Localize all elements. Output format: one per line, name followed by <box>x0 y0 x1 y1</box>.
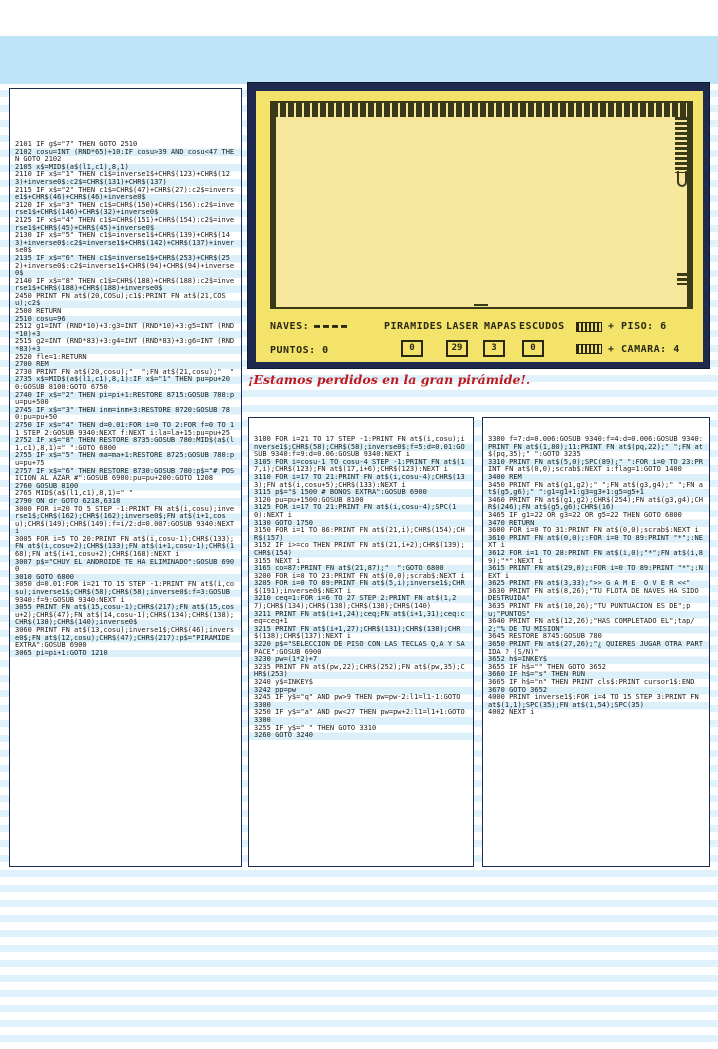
code-line: 3211 PRINT FN at$(i+1,24);ceq;FN at$(i+1,31);ceq:ceq=ceq+1 <box>254 609 465 626</box>
code-line: 3125 FOR i=17 TO 21:PRINT FN at$(i,cosu-4);SPC(10):NEXT i <box>254 503 457 519</box>
right-wall <box>687 103 691 307</box>
right-ledge <box>677 273 687 285</box>
code-line: 3255 IF y$=" " THEN GOTO 3310 <box>254 723 377 732</box>
code-line: 3665 IF h$="n" THEN PRINT cls$:PRINT cursor1$:END <box>488 678 695 686</box>
code-line: 3120 pu=pu+1500:GOSUB 8100 <box>254 495 364 504</box>
code-line: 2510 cosu=96 <box>15 314 66 323</box>
code-line: 3150 FOR i=1 TO 86:PRINT FN at$(21,i);CHR$(154);CHR$(157) <box>254 526 465 542</box>
code-line: 3235 PRINT FN at$(pw,22);CHR$(252);FN at$(pw,35);CHR$(253) <box>254 662 465 679</box>
code-line: 3400 REM <box>488 472 522 481</box>
code-line: 3245 IF y$="q" AND pw>9 THEN pw=pw-2:l1=l1-1:GOTO 3300 <box>254 693 465 709</box>
laser-label: LASER <box>446 321 479 332</box>
code-line: 3210 ceq=1:FOR i=6 TO 27 STEP 2:PRINT FN at$(1,27);CHR$(134);CHR$(138);CHR$(138);CHR$(140) <box>254 594 457 611</box>
code-line: 2115 IF x$="2" THEN c1$=CHR$(47)+CHR$(27):c2$=inverse1$+CHR$(46)+CHR$(46)+inverse0$ <box>15 185 235 202</box>
code-line: 2755 IF x$="5" THEN ma=ma+1:RESTORE 8725:GOSUB 780:pu=pu+75 <box>15 451 235 467</box>
code-line: 3215 PRINT FN at$(i+1,27);CHR$(131);CHR$(138);CHR$(138);CHR$(137):NEXT i <box>254 624 461 641</box>
code-line: 2740 IF x$="2" THEN pi=pi+1:RESTORE 8715:GOSUB 780:pu=pu+500 <box>15 390 235 407</box>
camara-indicator-icon <box>576 344 602 354</box>
code-line: 3465 IF g1=22 OR g3=22 OR g5=22 THEN GOTO 6800 <box>488 510 682 519</box>
code-line: 2757 IF x$="6" THEN RESTORE 8730:GOSUB 780:p$="# POSICION AL AZAR #":GOSUB 6900:pu=pu+200:GOTO 1208 <box>15 466 235 483</box>
code-line: 2745 IF x$="3" THEN inm=inm+3:RESTORE 8720:GOSUB 780:pu=pu+50 <box>15 405 230 422</box>
code-line: 2730 PRINT FN at$(20,cosu);" ";FN at$(21,cosu);" " <box>15 367 235 376</box>
naves-icons: ▬▬▬▬ <box>314 321 351 332</box>
code-line: 3110 FOR i=17 TO 21:PRINT FN at$(i,cosu-4);CHR$(133);FN at$(i,cosu+5);CHR$(133):NEXT i <box>254 472 465 489</box>
code-line: 2105 x$=MID$(a$(l1,c1),8,1) <box>15 162 129 171</box>
code-line: 2110 IF x$="1" THEN c1$=inverse1$+CHR$(123)+CHR$(123)+inverse0$:c2$=CHR$(131)+CHR$(137) <box>15 170 230 186</box>
piso-label: + PISO: 6 <box>608 321 667 332</box>
code-line: 3612 FOR i=1 TO 28:PRINT FN at$(i,0);"*";FN at$(i,89);"*":NEXT i <box>488 548 703 565</box>
escudos-value-box: 0 <box>522 340 544 357</box>
code-line: 3060 PRINT FN at$(13,cosu);inverse1$;CHR$(46);inverse0$;FN at$(12,cosu);CHR$(47);CHR$(217):p$="PIRAMIDE EXTRA":GOSUB 6900 <box>15 626 235 650</box>
code-listing-middle <box>249 436 473 740</box>
code-line: 2125 IF x$="4" THEN c1$=CHR$(151)+CHR$(154):c2$=inverse1$+CHR$(45)+CHR$(45)+inverse0$ <box>15 215 235 232</box>
code-line: 3165 co=87:PRINT FN at$(21,87);" ":GOTO 6800 <box>254 564 444 573</box>
panel-top-blank <box>483 418 709 436</box>
code-line: 4000 PRINT inverse1$:FOR i=4 TO 15 STEP 3:PRINT FN at$(1,1);SPC(35);FN at$(1,54);SPC(35) <box>488 693 703 709</box>
code-line: 2515 g2=INT (RND*83)+3:g4=INT (RND*83)+3:g6=INT (RND*83)+3 <box>15 337 235 354</box>
code-line: 3310 PRINT FN at$(5,0);SPC(89);" ":FOR i=0 TO 23:PRINT FN at$(0,0);scrab$:NEXT i:flag=1:GOTO 1400 <box>488 457 703 474</box>
code-line: 3625 PRINT FN at$(3,33);">> G A M E O V E R <<" <box>488 579 691 588</box>
code-line: 2102 cosu=INT (RND*65)+10:IF cosu>39 AND cosu<47 THEN GOTO 2102 <box>15 147 235 164</box>
code-line: 2752 IF x$="8" THEN RESTORE 8735:GOSUB 780:MID$(a$(l1,c1),8,1)=" ":GOTO 6800 <box>15 436 235 452</box>
code-line: 3450 PRINT FN at$(g1,g2);" ";FN at$(g3,g4);" ";FN at$(g5,g6);" ":g1=g1+1:g3=g3+1:g5=g5+1 <box>488 480 703 497</box>
code-line: 2450 PRINT FN at$(20,COSu);c1$:PRINT FN at$(21,COSu);c2$ <box>15 291 226 308</box>
code-line: 2120 IF x$="3" THEN c1$=CHR$(150)+CHR$(156):c2$=inverse1$+CHR$(146)+CHR$(32)+inverse0$ <box>15 200 235 217</box>
hanging-object-icon <box>677 171 687 187</box>
game-screenshot-frame <box>247 82 710 369</box>
code-line: 2760 GOSUB 8100 <box>15 481 79 490</box>
code-line: 3115 p$="$ 1500 # BONOS EXTRA":GOSUB 6900 <box>254 488 427 497</box>
code-line: 2140 IF x$="8" THEN c1$=CHR$(188)+CHR$(188):c2$=inverse1$+CHR$(188)+CHR$(188)+inverse0$ <box>15 276 235 293</box>
code-line: 3055 PRINT FN at$(15,cosu-1);CHR$(217);FN at$(15,cosu+2);CHR$(47);FN at$(14,cosu-1);CHR$(134);CHR$(138);CHR$(138);CHR$(140);inverse0$ <box>15 603 235 627</box>
camara-label: + CAMARA: 4 <box>608 344 680 355</box>
code-line: 4002 NEXT i <box>488 708 535 717</box>
player-ship-icon <box>474 298 488 306</box>
code-line: 3050 d=0.01:FOR i=21 TO 15 STEP -1:PRINT FN at$(i,cosu);inverse1$;CHR$(58);CHR$(58);inverse0$:f=3:GOSUB 9340:f=9:GOSUB 9340:NEXT i <box>15 580 235 604</box>
ceiling-bricks <box>272 103 691 117</box>
code-line: 2790 ON dr GOTO 6218,6318 <box>15 496 121 505</box>
code-line: 3250 IF y$="a" AND pw<27 THEN pw=pw+2:l1=l1+1:GOTO 3300 <box>254 708 469 724</box>
code-line: 3000 FOR i=20 TO 5 STEP -1:PRINT FN at$(i,cosu);inverse1$;CHR$(162);CHR$(162);inverse0$;FN at$(i+1,cosu);CHR$(149);CHR$(149):f=i/2:d=0.007:GOSUB 9340:NEXT i <box>15 504 239 536</box>
listing-panel-middle <box>248 417 474 867</box>
code-line: 3230 pw=(1*2)+7 <box>254 655 318 664</box>
code-line: 3205 FOR i=0 TO 89:PRINT FN at$(5,i);inverse1$;CHR$(191);inverse0$:NEXT i <box>254 579 465 595</box>
code-line: 3242 pp=pw <box>254 685 297 694</box>
code-listing-right <box>483 436 709 717</box>
code-line: 3610 PRINT FN at$(0,0);:FOR i=0 TO 89:PRINT "*";:NEXT i <box>488 533 703 550</box>
code-listing-left <box>10 141 241 657</box>
code-line: 3065 pi=pi+1:GOTO 1210 <box>15 648 108 657</box>
code-line: 3200 FOR i=0 TO 23:PRINT FN at$(0,0);scrab$:NEXT i <box>254 571 465 580</box>
code-line: 3652 h$=INKEY$ <box>488 655 548 664</box>
code-line: 3630 PRINT FN at$(8,26);"TU FLOTA DE NAVES HA SIDO DESTRUIDA" <box>488 586 703 603</box>
code-line: 2135 IF x$="6" THEN c1$=inverse1$+CHR$(253)+CHR$(252)+inverse0$:c2$=inverse1$+CHR$(94)+CHR$(94)+inverse0$ <box>15 253 235 278</box>
puntos-label: PUNTOS: 0 <box>270 345 329 356</box>
listing-panel-left <box>9 88 242 867</box>
code-line: 3650 PRINT FN at$(27,26);"¿ QUIERES JUGAR OTRA PARTIDA ? (S/N)" <box>488 640 703 656</box>
piramides-label: PIRAMIDES <box>384 321 443 332</box>
code-line: 3670 GOTO 3652 <box>488 685 548 694</box>
code-line: 3152 IF i>=co THEN PRINT FN at$(21,i+2);CHR$(139);CHR$(154) <box>254 541 465 557</box>
mapas-value-box: 3 <box>483 340 505 357</box>
code-line: 3600 FOR i=0 TO 31:PRINT FN at$(0,0);scrab$:NEXT i <box>488 526 699 535</box>
code-line: 2500 RETURN <box>15 307 62 316</box>
code-line: 3105 FOR i=cosu-1 TO cosu-4 STEP -1:PRINT FN at$(17,i);CHR$(123);FN at$(17,i+6);CHR$(123):NEXT i <box>254 457 465 474</box>
game-playfield <box>270 101 693 309</box>
code-line: 3155 NEXT i <box>254 556 301 565</box>
code-line: 3655 IF h$="" THEN GOTO 3652 <box>488 662 607 671</box>
code-line: 3240 y$=INKEY$ <box>254 678 314 686</box>
figure-caption: ¡Estamos perdidos en la gran pirámide!. <box>248 372 531 387</box>
code-line: 2101 IF g$="7" THEN GOTO 2510 <box>15 140 138 148</box>
page-top-margin <box>0 0 718 36</box>
code-line: 2130 IF x$="5" THEN c1$=inverse1$+CHR$(139)+CHR$(143)+inverse0$:c2$=inverse1$+CHR$(142)+CHR$(137)+inverse0$ <box>15 231 235 255</box>
code-line: 2700 REM <box>15 360 49 369</box>
code-line: 2735 x$=MID$(a$(l1,c1),8,1):IF x$="1" THEN pu=pu+200:GOSUB 8100:GOTO 6750 <box>15 375 230 391</box>
piramides-value-box: 0 <box>401 340 423 357</box>
laser-value-box: 29 <box>446 340 468 357</box>
code-line: 3130 GOTO 1750 <box>254 518 314 527</box>
code-line: 3010 GOTO 6800 <box>15 572 75 581</box>
escudos-label: ESCUDOS <box>519 321 565 332</box>
page-header-band <box>0 36 718 84</box>
mapas-label: MAPAS <box>484 321 517 332</box>
code-line: 2520 fle=1:RETURN <box>15 352 87 361</box>
code-line: 3645 RESTORE 8745:GOSUB 780 <box>488 632 602 641</box>
panel-top-blank <box>249 418 473 436</box>
code-line: 3220 p$="SELECCION DE PISO CON LAS TECLAS Q,A Y SAPACE":GOSUB 6900 <box>254 640 465 656</box>
code-line: 3007 p$="CHUY EL ANDROIDE TE HA ELIMINADO":GOSUB 6900 <box>15 557 235 574</box>
code-line: 2750 IF x$="4" THEN d=0.01:FOR i=0 TO 2:FOR f=0 TO 11 STEP 2:GOSUB 9340:NEXT f:NEXT i:la=la+15:pu=pu+25 <box>15 420 235 437</box>
code-line: 3005 FOR i=5 TO 20:PRINT FN at$(i,cosu-1);CHR$(133);FN at$(i,cosu+2);CHR$(133);FN at$(i+1,cosu-1);CHR$(168);FN at$(i+1,cosu+2);CHR$(168):NEXT i <box>15 534 235 559</box>
piso-indicator-icon <box>576 322 602 332</box>
code-line: 3100 FOR i=21 TO 17 STEP -1:PRINT FN at$(i,cosu);inverse1$;CHR$(58);CHR$(58);inverse0$:f=5:d=0.01:GOSUB 9340:f=9:d=0.06:GOSUB 9340:NEXT i <box>254 435 465 459</box>
code-line: 3640 PRINT FN at$(12,26);"HAS COMPLETADO EL";tap/2;"% DE TU MISION" <box>488 617 695 633</box>
code-line: 3300 f=7:d=0.006:GOSUB 9340:f=4:d=0.006:GOSUB 9340:PRINT FN at$(1,80);11:PRINT FN at$(pq,22);" ";FN at$(pq,35);" ":GOTO 3235 <box>488 435 703 459</box>
code-line: 3615 PRINT FN at$(29,0);:FOR i=0 TO 89:PRINT "*";:NEXT i <box>488 564 703 580</box>
code-line: 3470 RETURN <box>488 518 535 527</box>
code-line: 3635 PRINT FN at$(10,26);"TU PUNTUACION ES DE";pu;"PUNTOS" <box>488 602 691 618</box>
code-line: 3260 GOTO 3240 <box>254 731 314 740</box>
code-line: 3460 PRINT FN at$(g1,g2);CHR$(254);FN at$(g3,g4);CHR$(246);FN at$(g5,g6);CHR$(16) <box>488 495 703 512</box>
game-screen <box>256 91 703 362</box>
panel-top-blank <box>10 89 241 141</box>
code-line: 2512 g1=INT (RND*10)+3:g3=INT (RND*10)+3:g5=INT (RND*10)+3 <box>15 322 235 338</box>
left-wall <box>272 103 276 307</box>
naves-label: NAVES: <box>270 321 310 332</box>
code-line: 2765 MID$(a$(l1,c1),8,1)=" " <box>15 489 134 498</box>
listing-panel-right <box>482 417 710 867</box>
code-line: 3660 IF h$="s" THEN RUN <box>488 670 585 679</box>
right-stair-column <box>675 117 687 173</box>
